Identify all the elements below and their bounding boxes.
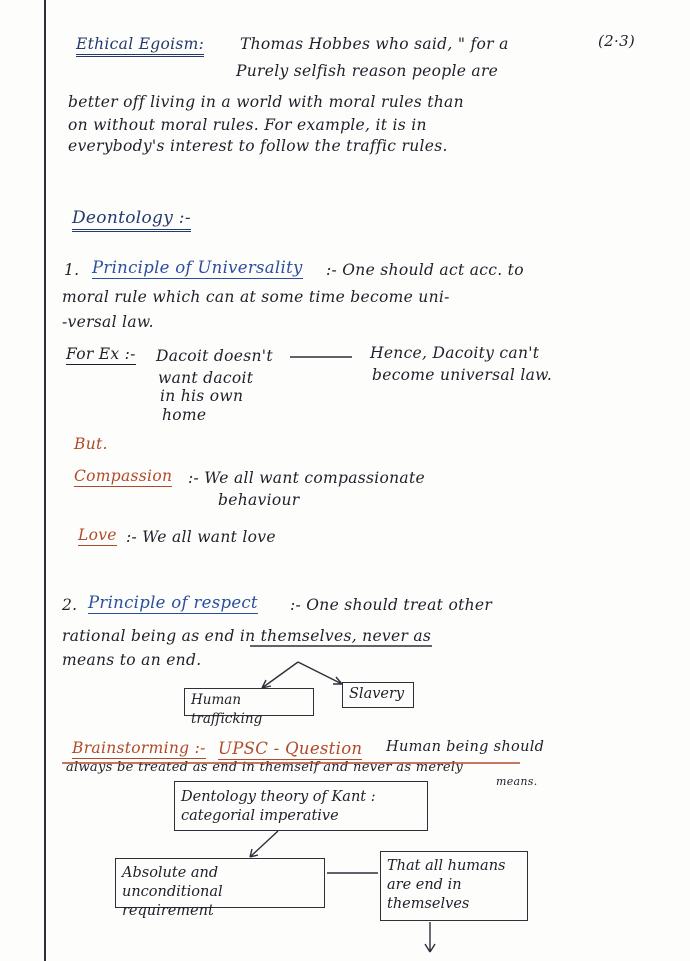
ethical-egoism-heading: Ethical Egoism: <box>76 35 204 57</box>
brainstorming-heading: Brainstorming :- <box>72 739 206 757</box>
ethical-egoism-line-4: on without moral rules. For example, it is in <box>68 116 427 134</box>
arrow-to-trafficking <box>262 662 298 688</box>
example-label: For Ex :- <box>66 345 136 363</box>
absolute-requirement-line-2: requirement <box>122 903 214 919</box>
compassion-label: Compassion <box>74 467 173 485</box>
slavery-box: Slavery <box>342 682 414 708</box>
universality-line-3: -versal law. <box>62 313 154 331</box>
ethical-egoism-line-1: Thomas Hobbes who said, " for a <box>240 35 509 53</box>
ethical-egoism-line-2: Purely selfish reason people are <box>236 62 499 80</box>
universality-title: Principle of Universality <box>92 258 303 277</box>
universality-number: 1. <box>64 261 80 279</box>
love-label: Love <box>78 526 117 544</box>
human-trafficking-box: Human trafficking <box>184 688 314 716</box>
humans-end-line-3: themselves <box>387 896 470 912</box>
example-left-1: Dacoit doesn't <box>156 347 273 365</box>
compassion-text-2: behaviour <box>218 491 300 509</box>
arrow-to-slavery <box>298 662 342 684</box>
brainstorming-line-1: Human being should <box>386 739 545 755</box>
brainstorming-line-3: means. <box>496 775 538 788</box>
kant-theory-line-1: Dentology theory of Kant : <box>181 789 376 805</box>
kant-theory-line-2: categorial imperative <box>181 808 339 824</box>
example-right-1: Hence, Dacoity can't <box>370 344 540 362</box>
brainstorming-line-2: always be treated as end in themself and never as merely <box>66 760 463 775</box>
example-left-2: want dacoit <box>158 369 254 387</box>
example-left-3: in his own <box>160 387 244 405</box>
universality-line-1: :- One should act acc. to <box>326 261 524 279</box>
humans-end-line-1: That all humans <box>387 858 506 874</box>
arrow-to-absolute <box>250 831 278 857</box>
but-text: But. <box>74 435 108 453</box>
respect-title: Principle of respect <box>88 593 258 612</box>
compassion-text: :- We all want compassionate <box>188 469 425 487</box>
respect-line-1: :- One should treat other <box>290 596 493 614</box>
respect-line-2: rational being as end in themselves, never as <box>62 627 432 645</box>
ethical-egoism-line-3: better off living in a world with moral rules than <box>68 93 464 111</box>
respect-line-3: means to an end. <box>62 651 202 669</box>
upsc-question: UPSC - Question <box>218 739 363 758</box>
love-text: :- We all want love <box>126 528 276 546</box>
deontology-heading: Deontology :- <box>72 208 191 232</box>
absolute-requirement-line-1: Absolute and unconditional <box>122 865 223 900</box>
respect-number: 2. <box>62 596 78 614</box>
humans-end-line-2: are end in <box>387 877 462 893</box>
example-right-2: become universal law. <box>372 366 553 384</box>
universality-line-2: moral rule which can at some time become uni- <box>62 288 450 306</box>
arrow-down-bottom <box>425 922 435 952</box>
page-number: (2·3) <box>598 32 636 50</box>
example-left-4: home <box>162 406 207 424</box>
ethical-egoism-line-5: everybody's interest to follow the traffic rules. <box>68 137 448 155</box>
